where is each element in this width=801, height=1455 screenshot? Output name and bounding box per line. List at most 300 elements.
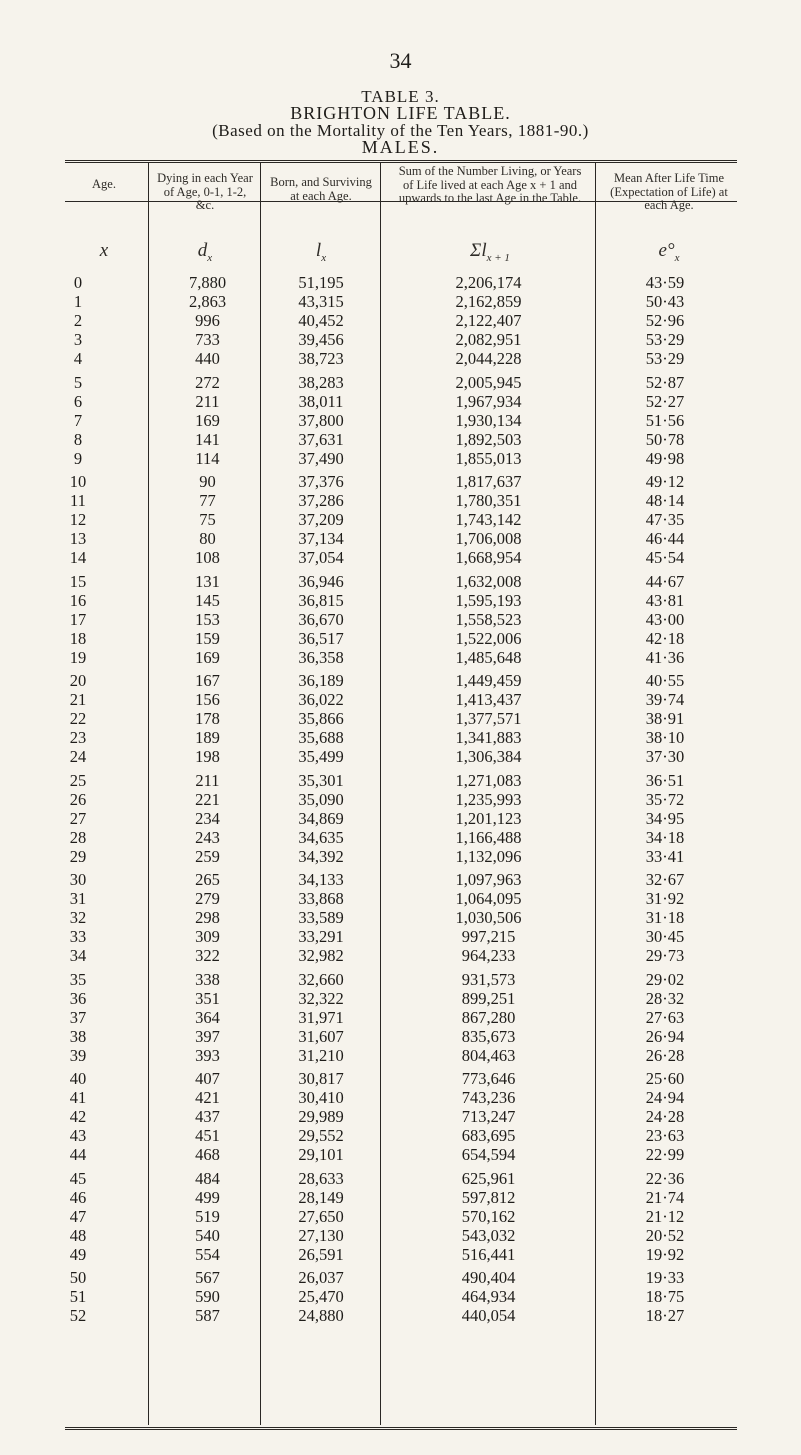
table-row: [0, 510, 801, 528]
cell-dying: 80: [199, 529, 216, 549]
cell-surviving: 36,358: [298, 647, 344, 667]
cell-surviving: 28,149: [298, 1187, 344, 1207]
cell-age: 18: [69, 628, 87, 648]
cell-sum-living: 1,306,384: [455, 747, 522, 767]
table-row: [0, 529, 801, 547]
cell-expectation: 23·63: [645, 1126, 685, 1146]
cell-surviving: 29,552: [298, 1126, 344, 1146]
cell-age: 31: [69, 889, 87, 909]
cell-sum-living: 804,463: [461, 1045, 516, 1065]
cell-surviving: 36,670: [298, 609, 344, 629]
table-row: [0, 1069, 801, 1087]
table-row: [0, 1188, 801, 1206]
symbol-age: x: [99, 240, 109, 261]
cell-age: 23: [69, 728, 87, 748]
cell-surviving: 27,650: [298, 1206, 344, 1226]
cell-expectation: 28·32: [645, 988, 685, 1008]
cell-dying: 159: [195, 628, 220, 648]
table-row: [0, 610, 801, 628]
cell-expectation: 24·28: [645, 1107, 685, 1127]
cell-sum-living: 1,413,437: [455, 690, 522, 710]
cell-sum-living: 2,005,945: [455, 372, 522, 392]
cell-dying: 540: [195, 1225, 220, 1245]
cell-dying: 169: [195, 647, 220, 667]
cell-expectation: 49·98: [645, 448, 685, 468]
table-row: [0, 747, 801, 765]
cell-surviving: 37,209: [298, 510, 344, 530]
table-row: [0, 771, 801, 789]
cell-age: 32: [69, 908, 87, 928]
cell-surviving: 34,869: [298, 808, 344, 828]
cell-surviving: 35,499: [298, 747, 344, 767]
cell-dying: 211: [195, 391, 220, 411]
cell-dying: 567: [195, 1268, 220, 1287]
cell-sum-living: 1,235,993: [455, 789, 522, 809]
cell-expectation: 52·96: [645, 311, 685, 331]
cell-dying: 397: [195, 1026, 220, 1046]
cell-expectation: 26·94: [645, 1026, 685, 1046]
cell-dying: 189: [195, 728, 220, 748]
cell-sum-living: 2,162,859: [455, 292, 522, 312]
cell-surviving: 35,688: [298, 728, 344, 748]
symbol-sum-l: $\Sigma l_{x + 1}$: [470, 240, 510, 264]
cell-dying: 211: [195, 770, 220, 790]
table-row: [0, 709, 801, 727]
table-row: [0, 591, 801, 609]
cell-sum-living: 1,097,963: [455, 870, 522, 889]
header-sum-living: Sum of the Number Living, or Years of Life lived at each Age x + 1 and upwards to the last Age in the Table.: [398, 164, 582, 205]
cell-age: 0: [73, 273, 83, 292]
cell-surviving: 27,130: [298, 1225, 344, 1245]
cell-dying: 7,880: [188, 273, 227, 292]
cell-dying: 437: [195, 1107, 220, 1127]
cell-expectation: 31·92: [645, 889, 685, 909]
cell-age: 42: [69, 1107, 87, 1127]
cell-surviving: 32,660: [298, 969, 344, 989]
cell-surviving: 43,315: [298, 292, 344, 312]
cell-surviving: 38,011: [298, 391, 344, 411]
table-row: [0, 273, 801, 291]
table-row: [0, 1145, 801, 1163]
cell-dying: 590: [195, 1287, 220, 1307]
cell-sum-living: 1,595,193: [455, 590, 522, 610]
cell-sum-living: 835,673: [461, 1026, 516, 1046]
cell-age: 21: [69, 690, 87, 710]
cell-expectation: 35·72: [645, 789, 685, 809]
cell-dying: 145: [195, 590, 220, 610]
cell-dying: 587: [195, 1306, 220, 1326]
cell-dying: 733: [195, 330, 220, 350]
cell-expectation: 24·94: [645, 1088, 685, 1108]
cell-surviving: 32,982: [298, 946, 344, 966]
cell-dying: 393: [195, 1045, 220, 1065]
table-row: [0, 292, 801, 310]
cell-expectation: 18·27: [645, 1306, 685, 1326]
cell-age: 3: [73, 330, 83, 350]
cell-dying: 156: [195, 690, 220, 710]
cell-dying: 272: [195, 372, 220, 392]
table-number: TABLE 3.: [361, 87, 440, 106]
cell-expectation: 44·67: [645, 571, 685, 591]
symbol-lx: $l_x$: [315, 240, 327, 264]
cell-dying: 2,863: [188, 292, 227, 312]
cell-age: 9: [73, 448, 83, 468]
table-row: [0, 1207, 801, 1225]
cell-expectation: 32·67: [645, 870, 685, 889]
cell-dying: 243: [195, 827, 220, 847]
table-row: [0, 1226, 801, 1244]
table-row: [0, 970, 801, 988]
bottom-double-rule: [65, 1427, 737, 1430]
table-row: [0, 828, 801, 846]
cell-expectation: 52·87: [645, 372, 685, 392]
cell-sum-living: 464,934: [461, 1287, 516, 1307]
table-row: [0, 1306, 801, 1324]
cell-dying: 499: [195, 1187, 220, 1207]
cell-age: 49: [69, 1244, 87, 1264]
table-row: [0, 349, 801, 367]
cell-dying: 169: [195, 410, 220, 430]
header-expectation: Mean After Life Time (Expectation of Life) at each Age.: [610, 171, 728, 212]
table-row: [0, 870, 801, 888]
cell-age: 1: [73, 292, 83, 312]
cell-dying: 451: [195, 1126, 220, 1146]
cell-age: 14: [69, 548, 87, 568]
cell-dying: 221: [195, 789, 220, 809]
cell-expectation: 38·10: [645, 728, 685, 748]
cell-age: 43: [69, 1126, 87, 1146]
cell-age: 16: [69, 590, 87, 610]
cell-surviving: 28,633: [298, 1168, 344, 1188]
table-row: [0, 648, 801, 666]
cell-dying: 141: [195, 429, 220, 449]
cell-surviving: 33,589: [298, 908, 344, 928]
cell-dying: 554: [195, 1244, 220, 1264]
cell-surviving: 36,022: [298, 690, 344, 710]
table-row: [0, 889, 801, 907]
page-number: 34: [389, 48, 412, 73]
table-row: [0, 1126, 801, 1144]
cell-sum-living: 2,044,228: [455, 349, 522, 369]
cell-age: 12: [69, 510, 87, 530]
cell-surviving: 38,723: [298, 349, 344, 369]
table-row: [0, 847, 801, 865]
cell-expectation: 47·35: [645, 510, 685, 530]
header-age: Age.: [92, 177, 116, 191]
table-row: [0, 548, 801, 566]
cell-sum-living: 1,030,506: [455, 908, 522, 928]
cell-sum-living: 2,122,407: [455, 311, 522, 331]
cell-expectation: 40·55: [645, 671, 685, 690]
cell-surviving: 38,283: [298, 372, 344, 392]
table-row: [0, 1268, 801, 1286]
cell-sum-living: 597,812: [461, 1187, 516, 1207]
cell-expectation: 37·30: [645, 747, 685, 767]
cell-surviving: 34,635: [298, 827, 344, 847]
cell-sum-living: 964,233: [461, 946, 516, 966]
cell-surviving: 36,517: [298, 628, 344, 648]
table-row: [0, 472, 801, 490]
cell-expectation: 45·54: [645, 548, 685, 568]
cell-surviving: 37,134: [298, 529, 344, 549]
cell-sum-living: 543,032: [461, 1225, 516, 1245]
cell-expectation: 53·29: [645, 330, 685, 350]
cell-dying: 298: [195, 908, 220, 928]
table-row: [0, 1088, 801, 1106]
cell-age: 8: [73, 429, 83, 449]
cell-age: 33: [69, 927, 87, 947]
cell-expectation: 18·75: [645, 1287, 685, 1307]
cell-age: 24: [69, 747, 87, 767]
cell-surviving: 26,591: [298, 1244, 344, 1264]
cell-sum-living: 2,082,951: [455, 330, 522, 350]
table-row: [0, 449, 801, 467]
cell-age: 11: [70, 491, 86, 511]
symbol-dx: $d_x$: [197, 240, 213, 264]
cell-surviving: 39,456: [298, 330, 344, 350]
cell-age: 2: [73, 311, 83, 331]
table-row: [0, 908, 801, 926]
cell-expectation: 50·43: [645, 292, 685, 312]
cell-expectation: 52·27: [645, 391, 685, 411]
cell-dying: 421: [195, 1088, 220, 1108]
cell-age: 27: [69, 808, 87, 828]
cell-expectation: 21·74: [645, 1187, 685, 1207]
cell-sum-living: 997,215: [461, 927, 516, 947]
cell-sum-living: 1,522,006: [455, 628, 522, 648]
cell-surviving: 29,989: [298, 1107, 344, 1127]
cell-age: 7: [73, 410, 83, 430]
cell-sum-living: 713,247: [461, 1107, 516, 1127]
cell-expectation: 19·33: [645, 1268, 685, 1287]
cell-sum-living: 516,441: [461, 1244, 516, 1264]
cell-sum-living: 1,064,095: [455, 889, 522, 909]
cell-age: 15: [69, 571, 87, 591]
table-row: [0, 1107, 801, 1125]
cell-expectation: 33·41: [645, 846, 685, 866]
table-row: [0, 373, 801, 391]
cell-age: 22: [69, 709, 87, 729]
cell-sum-living: 1,706,008: [455, 529, 522, 549]
cell-dying: 167: [195, 671, 220, 690]
cell-dying: 279: [195, 889, 220, 909]
cell-age: 10: [69, 472, 87, 491]
cell-age: 30: [69, 870, 87, 889]
cell-age: 35: [69, 969, 87, 989]
cell-sum-living: 654,594: [461, 1145, 516, 1165]
cell-age: 36: [69, 988, 87, 1008]
cell-surviving: 31,971: [298, 1007, 344, 1027]
cell-sum-living: 2,206,174: [455, 273, 522, 292]
cell-sum-living: 1,166,488: [455, 827, 522, 847]
table-row: [0, 430, 801, 448]
cell-expectation: 34·95: [645, 808, 685, 828]
cell-surviving: 35,301: [298, 770, 344, 790]
table-row: [0, 809, 801, 827]
cell-expectation: 22·99: [645, 1145, 685, 1165]
cell-sum-living: 1,668,954: [455, 548, 522, 568]
table-row: [0, 671, 801, 689]
cell-sum-living: 1,341,883: [455, 728, 522, 748]
table-row: [0, 1245, 801, 1263]
cell-dying: 484: [195, 1168, 220, 1188]
cell-age: 17: [69, 609, 87, 629]
cell-dying: 198: [195, 747, 220, 767]
cell-age: 48: [69, 1225, 87, 1245]
cell-dying: 234: [195, 808, 220, 828]
table-row: [0, 411, 801, 429]
cell-expectation: 46·44: [645, 529, 685, 549]
cell-dying: 131: [195, 571, 220, 591]
cell-sum-living: 1,377,571: [455, 709, 522, 729]
cell-age: 52: [69, 1306, 87, 1326]
cell-surviving: 30,410: [298, 1088, 344, 1108]
cell-age: 39: [69, 1045, 87, 1065]
cell-surviving: 33,291: [298, 927, 344, 947]
cell-expectation: 21·12: [645, 1206, 685, 1226]
cell-surviving: 25,470: [298, 1287, 344, 1307]
cell-dying: 351: [195, 988, 220, 1008]
cell-dying: 519: [195, 1206, 220, 1226]
cell-age: 6: [73, 391, 83, 411]
cell-age: 13: [69, 529, 87, 549]
cell-expectation: 36·51: [645, 770, 685, 790]
cell-dying: 265: [195, 870, 220, 889]
cell-dying: 364: [195, 1007, 220, 1027]
cell-expectation: 41·36: [645, 647, 685, 667]
cell-sum-living: 1,271,083: [455, 770, 522, 790]
cell-dying: 114: [195, 448, 220, 468]
cell-sum-living: 1,132,096: [455, 846, 522, 866]
cell-expectation: 34·18: [645, 827, 685, 847]
cell-expectation: 51·56: [645, 410, 685, 430]
table-row: [0, 1027, 801, 1045]
cell-expectation: 25·60: [645, 1069, 685, 1088]
table-row: [0, 790, 801, 808]
table-basis: (Based on the Mortality of the Ten Years, 1881-90.): [212, 121, 589, 140]
cell-age: 45: [69, 1168, 87, 1188]
cell-age: 34: [69, 946, 87, 966]
cell-sum-living: 773,646: [461, 1069, 516, 1088]
table-row: [0, 572, 801, 590]
cell-sum-living: 625,961: [461, 1168, 516, 1188]
cell-surviving: 34,392: [298, 846, 344, 866]
table-row: [0, 311, 801, 329]
table-row: [0, 989, 801, 1007]
cell-sum-living: 440,054: [461, 1306, 516, 1326]
cell-expectation: 22·36: [645, 1168, 685, 1188]
table-row: [0, 629, 801, 647]
header-surviving: Born, and Surviving at each Age.: [270, 175, 372, 203]
cell-expectation: 43·59: [645, 273, 685, 292]
cell-dying: 90: [199, 472, 216, 491]
cell-surviving: 33,868: [298, 889, 344, 909]
table-title: [0, 88, 801, 156]
cell-dying: 178: [195, 709, 220, 729]
cell-age: 4: [73, 349, 83, 369]
cell-dying: 407: [195, 1069, 220, 1088]
top-double-rule: [65, 160, 737, 163]
cell-surviving: 40,452: [298, 311, 344, 331]
cell-sum-living: 1,780,351: [455, 491, 522, 511]
cell-sum-living: 570,162: [461, 1206, 516, 1226]
cell-age: 46: [69, 1187, 87, 1207]
cell-expectation: 49·12: [645, 472, 685, 491]
cell-age: 40: [69, 1069, 87, 1088]
cell-sum-living: 1,558,523: [455, 609, 522, 629]
cell-expectation: 42·18: [645, 628, 685, 648]
table-row: [0, 690, 801, 708]
cell-expectation: 20·52: [645, 1225, 685, 1245]
cell-surviving: 36,946: [298, 571, 344, 591]
cell-age: 28: [69, 827, 87, 847]
cell-sum-living: 1,817,637: [455, 472, 522, 491]
cell-surviving: 30,817: [298, 1069, 344, 1088]
table-row: [0, 946, 801, 964]
cell-dying: 468: [195, 1145, 220, 1165]
cell-expectation: 39·74: [645, 690, 685, 710]
cell-sum-living: 1,855,013: [455, 448, 522, 468]
cell-sum-living: 1,743,142: [455, 510, 522, 530]
cell-surviving: 24,880: [298, 1306, 344, 1326]
cell-sum-living: 1,632,008: [455, 571, 522, 591]
table-row: [0, 927, 801, 945]
cell-surviving: 35,866: [298, 709, 344, 729]
cell-sum-living: 1,485,648: [455, 647, 522, 667]
cell-sum-living: 931,573: [461, 969, 516, 989]
table-row: [0, 330, 801, 348]
table-name: BRIGHTON LIFE TABLE.: [290, 103, 511, 123]
cell-surviving: 34,133: [298, 870, 344, 889]
cell-surviving: 36,189: [298, 671, 344, 690]
cell-dying: 338: [195, 969, 220, 989]
cell-dying: 108: [195, 548, 220, 568]
cell-dying: 259: [195, 846, 220, 866]
cell-surviving: 37,490: [298, 448, 344, 468]
cell-expectation: 19·92: [645, 1244, 685, 1264]
cell-expectation: 43·81: [645, 590, 685, 610]
cell-surviving: 37,800: [298, 410, 344, 430]
table-row: [0, 1046, 801, 1064]
cell-sum-living: 1,892,503: [455, 429, 522, 449]
cell-surviving: 37,054: [298, 548, 344, 568]
cell-expectation: 30·45: [645, 927, 685, 947]
cell-expectation: 38·91: [645, 709, 685, 729]
cell-sum-living: 867,280: [461, 1007, 516, 1027]
cell-dying: 996: [195, 311, 220, 331]
cell-age: 5: [73, 372, 83, 392]
cell-expectation: 27·63: [645, 1007, 685, 1027]
cell-sum-living: 743,236: [461, 1088, 516, 1108]
cell-dying: 322: [195, 946, 220, 966]
cell-expectation: 43·00: [645, 609, 685, 629]
cell-expectation: 48·14: [645, 491, 685, 511]
cell-age: 20: [69, 671, 87, 690]
cell-age: 29: [69, 846, 87, 866]
cell-surviving: 35,090: [298, 789, 344, 809]
cell-age: 19: [69, 647, 87, 667]
cell-expectation: 26·28: [645, 1045, 685, 1065]
cell-sum-living: 1,967,934: [455, 391, 522, 411]
table-row: [0, 1287, 801, 1305]
cell-expectation: 31·18: [645, 908, 685, 928]
cell-age: 41: [69, 1088, 87, 1108]
cell-age: 50: [69, 1268, 87, 1287]
cell-surviving: 51,195: [298, 273, 344, 292]
cell-surviving: 26,037: [298, 1268, 344, 1287]
header-dying: Dying in each Year of Age, 0-1, 1-2, &c.: [157, 171, 253, 212]
cell-dying: 309: [195, 927, 220, 947]
